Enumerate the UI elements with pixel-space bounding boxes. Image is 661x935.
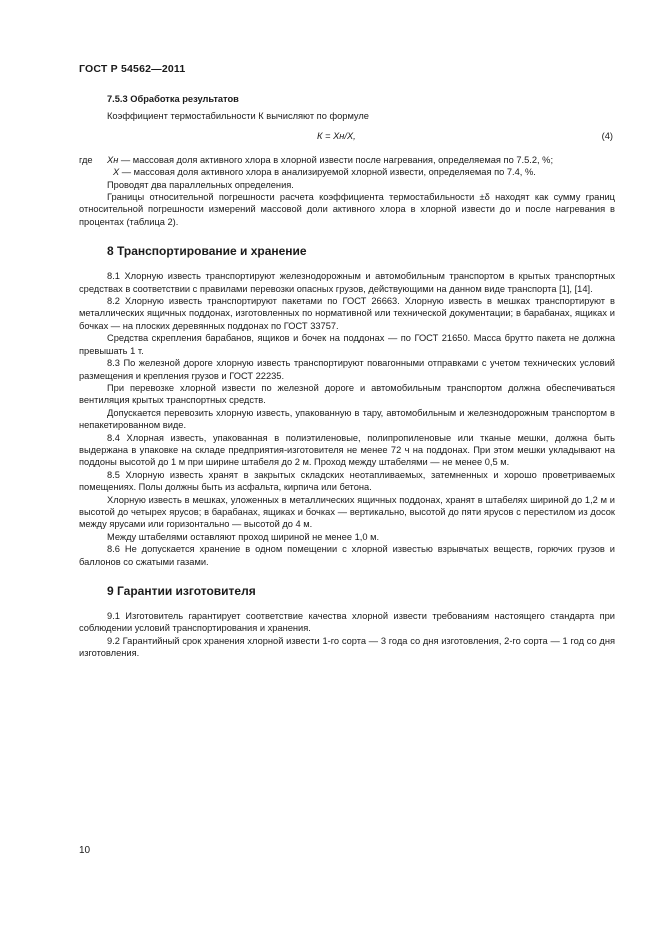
definition-1-text: — массовая доля активного хлора в хлорной извести после нагревания, определяемая по 7.5.2, %; — [120, 154, 554, 165]
section-heading-9: 9 Гарантии изготовителя — [107, 584, 256, 598]
formula: К = Xн/X, — [317, 130, 356, 141]
paragraph: Между штабелями оставляют проход шириной не менее 1,0 м. — [107, 531, 380, 542]
document-header: ГОСТ Р 54562—2011 — [79, 63, 186, 75]
section-heading-8: 8 Транспортирование и хранение — [107, 244, 307, 259]
where-label: где — [79, 154, 93, 165]
subsection-heading: 7.5.3 Обработка результатов — [107, 94, 239, 104]
definition-2-text: — массовая доля активного хлора в анализируемой хлорной извести, определяемая по 7.4, %. — [121, 167, 536, 178]
page-content — [79, 93, 615, 660]
formula-number: (4) — [601, 130, 613, 141]
definition-1-symbol: Xн — [107, 154, 119, 165]
paragraph: 8.2 Хлорную известь транспортируют пакетами по ГОСТ 26663. Хлорную известь в мешках транспортируют в металлических ящичных поддонах, изготовленных по нормативной или технической документации; в барабанах, ящиках и бочках — на плоских деревянных поддонах по ГОСТ 33757. — [79, 296, 615, 331]
definition-1-body — [107, 154, 553, 166]
definition-2-symbol: X — [113, 167, 120, 178]
paragraph: 9.2 Гарантийный срок хранения хлорной извести 1-го сорта — 3 года со дня изготовления, 2-го сорта — 1 год со дня изготовления. — [79, 635, 615, 659]
definition-2 — [113, 166, 615, 178]
paragraph: 8.1 Хлорную известь транспортируют железнодорожным и автомобильным транспортом в крытых транспортных средствах в соответствии с правилами перевозки опасных грузов, действующими на данном виде транспорта [1], [14]. — [79, 271, 615, 294]
paragraph: При перевозке хлорной извести по железной дороге и автомобильным транспортом должна обеспечиваться вентиляция крытых транспортных средств. — [79, 382, 615, 406]
page-number: 10 — [79, 845, 91, 856]
formula-intro: Коэффициент термостабильности К вычисляют по формуле — [107, 111, 369, 122]
paragraph: Хлорную известь в мешках, уложенных в металлических ящичных поддонах, хранят в штабелях шириной до 1,2 м и высотой до четырех ярусов; в барабанах, ящиках и бочках — вертикально, высотой до пяти ярусов с перестилом из досок между ярусами или горизонтально — высотой до 4 м. — [79, 494, 615, 530]
paragraph: Средства скрепления барабанов, ящиков и бочек на поддонах — по ГОСТ 21650. Масса брутто пакета не должна превышать 1 т. — [79, 333, 615, 356]
paragraph: Проводят два параллельных определения. — [107, 179, 294, 190]
paragraph: 8.5 Хлорную известь хранят в закрытых складских неотапливаемых, затемненных и хорошо проветриваемых помещениях. Полы должны быть из асфальта, кирпича или бетона. — [79, 469, 615, 493]
formula-row — [79, 130, 615, 145]
paragraph: 8.3 По железной дороге хлорную известь транспортируют повагонными отправками с учетом технических условий размещения и крепления грузов и ГОСТ 22235. — [79, 358, 615, 381]
paragraph: 8.4 Хлорная известь, упакованная в полиэтиленовые, полипропиленовые или тканые мешки, должна быть выдержана в упаковке на складе предприятия-изготовителя не менее 72 ч на поддонах. При этом мешки укладывают на поддоны высотой до 1 м при ширине штабеля до 2 м. Проход между штабелями — не менее 0,5 м. — [79, 432, 615, 468]
paragraph: Границы относительной погрешности расчета коэффициента термостабильности ±δ находят как сумму границ относительной погрешности измерений массовой доли активного хлора в хлорной извести до и после нагревания в процентах (таблица 2). — [79, 192, 615, 227]
paragraph: Допускается перевозить хлорную известь, упакованную в тару, автомобильным и железнодорожным транспортом в непакетированном виде. — [79, 407, 615, 431]
paragraph: 9.1 Изготовитель гарантирует соответствие качества хлорной извести требованиям настоящего стандарта при соблюдении условий транспортирования и хранения. — [79, 611, 615, 634]
paragraph: 8.6 Не допускается хранение в одном помещении с хлорной известью взрывчатых веществ, горючих грузов и баллонов со сжатыми газами. — [79, 544, 615, 567]
definition-1 — [79, 154, 615, 166]
